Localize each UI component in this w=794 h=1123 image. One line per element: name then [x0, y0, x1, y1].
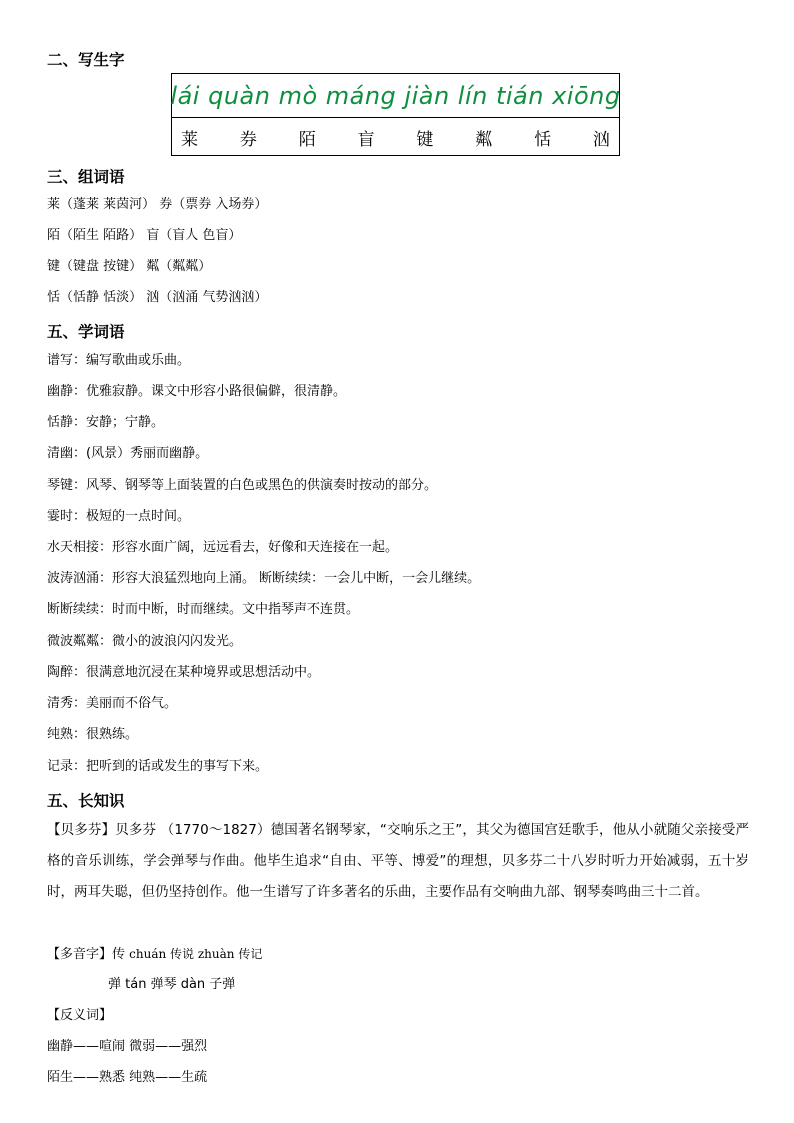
section-heading-write-characters: 二、写生字 — [47, 51, 125, 69]
character-cell: 粼 — [475, 129, 493, 150]
vocab-line: 清幽：(风景）秀丽而幽静。 — [47, 446, 209, 461]
pinyin-row — [172, 74, 619, 118]
word-group-line: 键（键盘 按键） 粼（粼粼） — [47, 259, 212, 274]
vocab-line: 清秀：美丽而不俗气。 — [47, 696, 178, 711]
character-cell: 盲 — [357, 129, 375, 150]
vocab-line: 幽静：优雅寂静。课文中形容小路很偏僻，很清静。 — [47, 384, 347, 399]
vocab-line: 微波粼粼：微小的波浪闪闪发光。 — [47, 634, 243, 649]
word-group-line: 恬（恬静 恬淡） 汹（汹涌 气势汹汹） — [47, 290, 268, 305]
polyphone-label: 【多音字】传 — [47, 947, 126, 962]
section-heading-word-groups: 三、组词语 — [47, 168, 125, 186]
character-cell: 陌 — [298, 129, 316, 150]
vocab-line: 记录：把听到的话或发生的事写下来。 — [47, 759, 269, 774]
character-cell: 莱 — [181, 129, 198, 150]
section-heading-learn-words: 五、学词语 — [47, 323, 125, 341]
character-cell: 键 — [416, 129, 434, 150]
word-group-line: 陌（陌生 陌路） 盲（盲人 色盲） — [47, 228, 242, 243]
polyphone-entries: chuán 传说 zhuàn 传记 — [129, 947, 263, 961]
vocab-line: 水天相接：形容水面广阔，远远看去，好像和天连接在一起。 — [47, 540, 399, 555]
antonym-line: 陌生——熟悉 纯熟——生疏 — [47, 1070, 208, 1085]
pinyin-text: lái quàn mò máng jiàn lín tián xiōng — [170, 81, 621, 110]
antonym-line: 幽静——喧闹 微弱——强烈 — [47, 1039, 208, 1054]
vocab-line: 断断续续：时而中断，时而继续。文中指琴声不连贯。 — [47, 602, 360, 617]
vocab-line: 陶醉：很满意地沉浸在某种境界或思想活动中。 — [47, 665, 321, 680]
character-cell: 恬 — [534, 129, 552, 150]
antonym-label: 【反义词】 — [47, 1008, 113, 1023]
character-writing-table — [171, 73, 620, 156]
beethoven-paragraph: 【贝多芬】贝多芬 （1770～1827）德国著名钢琴家，“交响乐之王”，其父为德国宫廷歌手，他从小就随父亲接受严格的音乐训练，学会弹琴与作曲。他毕生追求“自由、平等、博爱”的理想，贝多芬二十八岁时听力开始减弱，五十岁时，两耳失聪，但仍坚持创作。他一生谱写了许多著名的乐曲，主要作品有交响曲九部、钢琴奏鸣曲三十二首。 — [47, 822, 749, 900]
character-row — [172, 118, 619, 156]
vocab-line: 恬静：安静；宁静。 — [47, 415, 165, 430]
vocab-line: 波涛汹涌：形容大浪猛烈地向上涌。 断断续续：一会儿中断，一会儿继续。 — [47, 571, 481, 586]
vocab-line: 琴键：风琴、钢琴等上面装置的白色或黑色的供演奏时按动的部分。 — [47, 478, 438, 493]
polyphone-line-2: 弹 tán 弹琴 dàn 子弹 — [108, 977, 236, 992]
polyphone-line-1 — [47, 946, 262, 963]
word-group-line: 莱（蓬莱 莱茵河） 券（票券 入场券） — [47, 197, 268, 212]
vocab-line: 纯熟：很熟练。 — [47, 727, 139, 742]
character-cell: 券 — [239, 129, 257, 150]
vocab-line: 霎时：极短的一点时间。 — [47, 509, 191, 524]
character-cell: 汹 — [592, 129, 610, 150]
vocab-line: 谱写：编写歌曲或乐曲。 — [47, 353, 191, 368]
section-heading-knowledge: 五、长知识 — [47, 792, 125, 810]
